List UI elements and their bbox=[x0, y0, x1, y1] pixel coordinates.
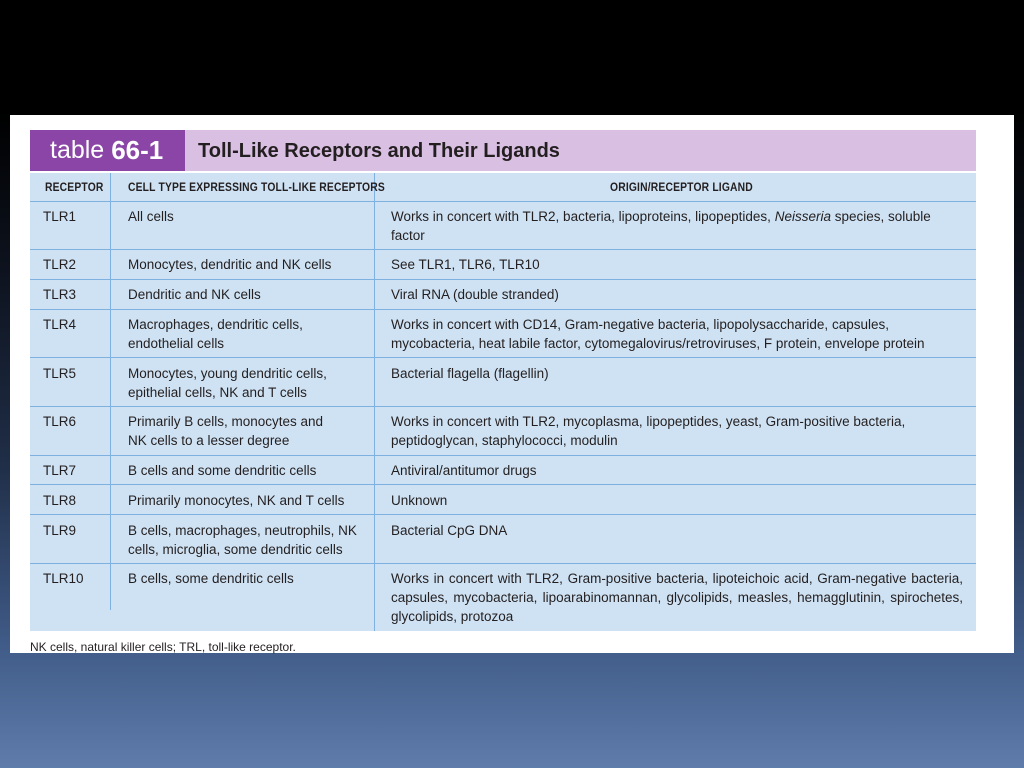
cell-type-cell: cells, microglia, some dendritic cells bbox=[128, 542, 343, 557]
receptor-cell: TLR1 bbox=[43, 209, 77, 224]
cell-type-cell: Monocytes, young dendritic cells, bbox=[128, 366, 327, 381]
cell-type-cell: B cells, macrophages, neutrophils, NK bbox=[128, 523, 357, 538]
cell-type-cell: Primarily monocytes, NK and T cells bbox=[128, 493, 345, 508]
ligand-cell: Works in concert with CD14, Gram-negative bacteria, lipopolysaccharide, capsules, bbox=[391, 317, 889, 332]
row-rule bbox=[30, 455, 976, 456]
table-title: Toll-Like Receptors and Their Ligands bbox=[198, 140, 560, 162]
receptor-cell: TLR4 bbox=[43, 317, 77, 332]
row-rule bbox=[30, 484, 976, 485]
row-rule bbox=[30, 563, 976, 564]
row-rule bbox=[30, 279, 976, 280]
ligand-cell: Works in concert with TLR2, Gram-positive bacteria, lipoteichoic acid, Gram-negative bacteria, capsules, mycobacteria, lipoarabinomannan, glycolipids, measles, hemagglutinin, spirochetes, glycolipids, protozoa bbox=[391, 571, 963, 624]
receptor-cell: TLR8 bbox=[43, 493, 77, 508]
receptor-cell: TLR7 bbox=[43, 463, 77, 478]
row-rule bbox=[30, 357, 976, 358]
cell-type-cell: Macrophages, dendritic cells, bbox=[128, 317, 303, 332]
ligand-cell: peptidoglycan, staphylococci, modulin bbox=[391, 433, 618, 448]
cell-type-cell: endothelial cells bbox=[128, 336, 225, 351]
ligand-cell: Bacterial CpG DNA bbox=[391, 523, 508, 538]
table-header-bar bbox=[30, 130, 976, 171]
ligand-cell: factor bbox=[391, 228, 425, 243]
ligand-text: species, soluble bbox=[830, 209, 931, 224]
ligand-cell: Antiviral/antitumor drugs bbox=[391, 463, 537, 478]
table-footnote: NK cells, natural killer cells; TRL, toll-like receptor. bbox=[30, 640, 296, 654]
receptor-cell: TLR5 bbox=[43, 366, 77, 381]
receptor-cell: TLR3 bbox=[43, 287, 77, 302]
ligand-cell: Viral RNA (double stranded) bbox=[391, 287, 559, 302]
ligand-cell: See TLR1, TLR6, TLR10 bbox=[391, 257, 540, 272]
row-rule bbox=[30, 249, 976, 250]
receptor-cell: TLR6 bbox=[43, 414, 77, 429]
table-body bbox=[30, 173, 976, 631]
table-number: 66-1 bbox=[111, 135, 164, 165]
row-rule bbox=[30, 406, 976, 407]
table-number-prefix: table bbox=[50, 136, 105, 164]
column-header-cell-type: CELL TYPE EXPRESSING TOLL-LIKE RECEPTORS bbox=[128, 180, 385, 194]
cell-type-cell: Monocytes, dendritic and NK cells bbox=[128, 257, 332, 272]
ligand-cell: Bacterial flagella (flagellin) bbox=[391, 366, 549, 381]
cell-type-cell: B cells and some dendritic cells bbox=[128, 463, 317, 478]
receptor-cell: TLR10 bbox=[43, 571, 84, 586]
header-rule bbox=[30, 201, 976, 202]
cell-type-cell: Dendritic and NK cells bbox=[128, 287, 261, 302]
ligand-text-italic: Neisseria bbox=[774, 209, 831, 224]
column-header-ligand: ORIGIN/RECEPTOR LIGAND bbox=[610, 180, 753, 194]
ligand-cell bbox=[391, 207, 931, 226]
table-number-box bbox=[30, 130, 185, 171]
receptor-cell: TLR2 bbox=[43, 257, 77, 272]
ligand-cell: Works in concert with TLR2, mycoplasma, lipopeptides, yeast, Gram-positive bacteria, bbox=[391, 414, 906, 429]
cell-type-cell: NK cells to a lesser degree bbox=[128, 433, 290, 448]
cell-type-cell: All cells bbox=[128, 209, 174, 224]
slide-image bbox=[10, 115, 1014, 653]
column-rule bbox=[110, 173, 111, 610]
row-rule bbox=[30, 309, 976, 310]
column-header-receptor: RECEPTOR bbox=[45, 180, 104, 194]
cell-type-cell: epithelial cells, NK and T cells bbox=[128, 385, 307, 400]
cell-type-cell: Primarily B cells, monocytes and bbox=[128, 414, 324, 429]
ligand-text: Works in concert with TLR2, bacteria, lipoproteins, lipopeptides, bbox=[391, 209, 775, 224]
column-rule bbox=[374, 173, 375, 631]
ligand-cell: mycobacteria, heat labile factor, cytomegalovirus/retroviruses, F protein, envelope protein bbox=[391, 336, 925, 351]
ligand-cell: Unknown bbox=[391, 493, 448, 508]
cell-type-cell: B cells, some dendritic cells bbox=[128, 571, 294, 586]
row-rule bbox=[30, 514, 976, 515]
receptor-cell: TLR9 bbox=[43, 523, 77, 538]
